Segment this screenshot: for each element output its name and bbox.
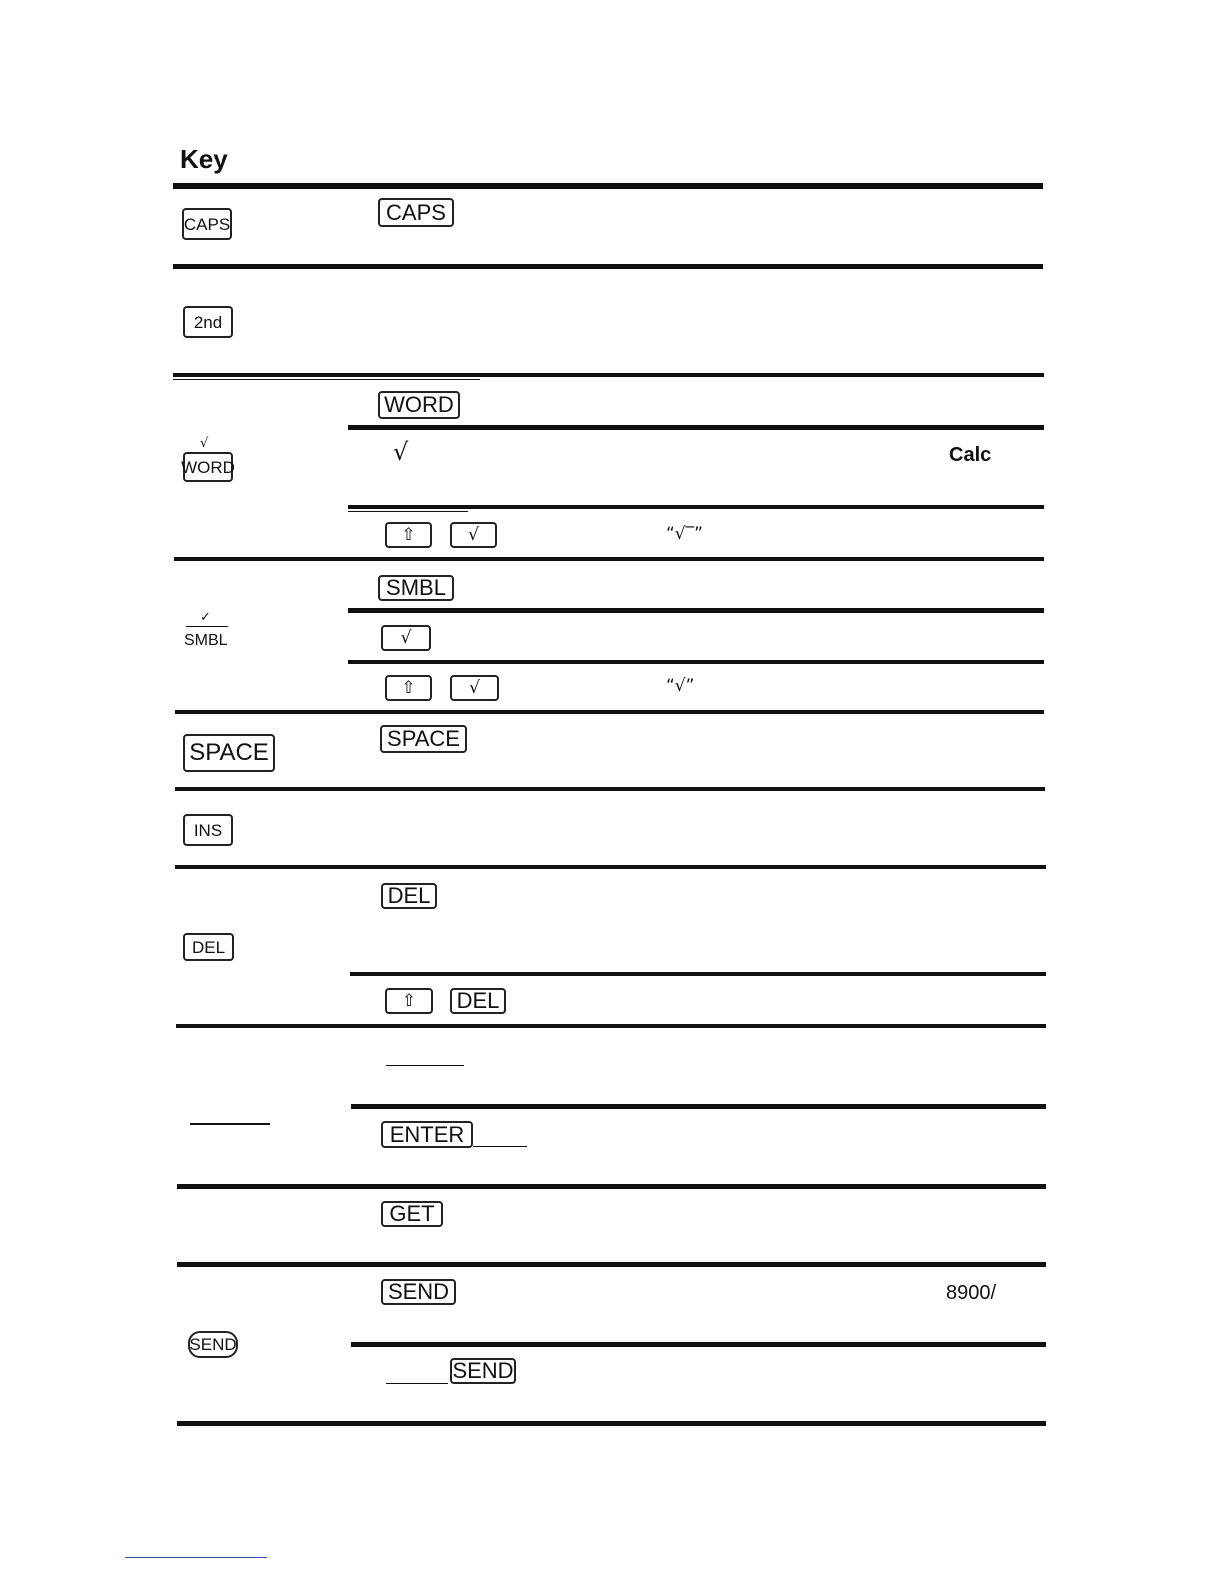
del-key: DEL: [381, 883, 437, 909]
row-divider: [173, 264, 1043, 269]
row-divider: [175, 787, 1045, 791]
send-key-icon: SEND: [188, 1331, 238, 1358]
sqrt-key-icon: [450, 675, 499, 701]
caps-key: CAPS: [378, 198, 454, 227]
entry-placeholder-line: [386, 1065, 464, 1066]
enter-underline: [473, 1146, 527, 1147]
row-divider: [173, 373, 1044, 377]
row-divider: [176, 1024, 1046, 1028]
calc-note: Calc: [949, 444, 992, 466]
model-note: 8900/: [946, 1282, 997, 1304]
key-placeholder-line: [190, 1123, 270, 1125]
shift-arrow-icon: ⇧: [401, 990, 417, 1011]
page-title: Key: [180, 144, 228, 174]
sub-divider: [348, 505, 1044, 509]
row-divider: [175, 865, 1046, 869]
del-key: DEL: [450, 988, 506, 1014]
table-top-rule: [173, 183, 1043, 189]
sqrt-glyph-icon: √: [468, 524, 479, 545]
get-key: GET: [381, 1201, 443, 1227]
smbl-key-label: SMBL: [184, 632, 228, 649]
sqrt-glyph-icon: √: [400, 627, 412, 648]
sub-divider: [348, 608, 1044, 613]
space-key: SPACE: [380, 725, 467, 753]
row-divider: [174, 557, 1044, 561]
del-key-icon: DEL: [183, 933, 234, 961]
row-divider-thin: [173, 379, 480, 380]
sub-divider: [351, 1104, 1046, 1109]
ins-key-icon: INS: [183, 814, 233, 846]
sqrt-icon: √: [393, 438, 409, 466]
sqrt-legend-icon: √: [200, 436, 209, 451]
word-key: WORD: [378, 391, 460, 419]
row-divider: [175, 710, 1044, 714]
table-bottom-rule: [177, 1421, 1046, 1426]
shift-key-icon: [385, 675, 432, 701]
second-key-icon: 2nd: [183, 306, 233, 338]
smbl-key: SMBL: [378, 575, 454, 601]
sub-divider-thin: [348, 511, 468, 512]
row-divider: [177, 1184, 1046, 1189]
caps-key-icon: CAPS: [182, 208, 232, 240]
shift-key-icon: [385, 988, 433, 1014]
sqrt-glyph-icon: √: [469, 677, 480, 698]
smbl-overline: [186, 626, 228, 627]
shift-arrow-icon: ⇧: [401, 524, 416, 545]
shift-arrow-icon: ⇧: [401, 677, 416, 698]
entry-placeholder-line: [386, 1383, 448, 1384]
send-key: SEND: [450, 1358, 516, 1384]
sub-divider: [348, 660, 1044, 664]
row-divider: [177, 1262, 1046, 1267]
footer-link-line: [125, 1557, 267, 1558]
space-key-icon: SPACE: [183, 734, 275, 772]
sqrt-key-icon: [381, 625, 431, 651]
word-key-icon: WORD: [183, 452, 233, 482]
sub-divider: [350, 972, 1046, 976]
shift-key-icon: [385, 522, 432, 548]
sub-divider: [348, 425, 1044, 430]
send-key: SEND: [381, 1279, 456, 1305]
enter-key: ENTER: [381, 1121, 473, 1148]
sqrt-key-icon: [450, 522, 497, 548]
check-legend-icon: ✓: [200, 610, 211, 625]
quoted-sqrt-note: “√”: [666, 676, 695, 696]
sub-divider: [351, 1342, 1046, 1347]
quoted-sqrt-note: “√‾”: [666, 524, 703, 544]
